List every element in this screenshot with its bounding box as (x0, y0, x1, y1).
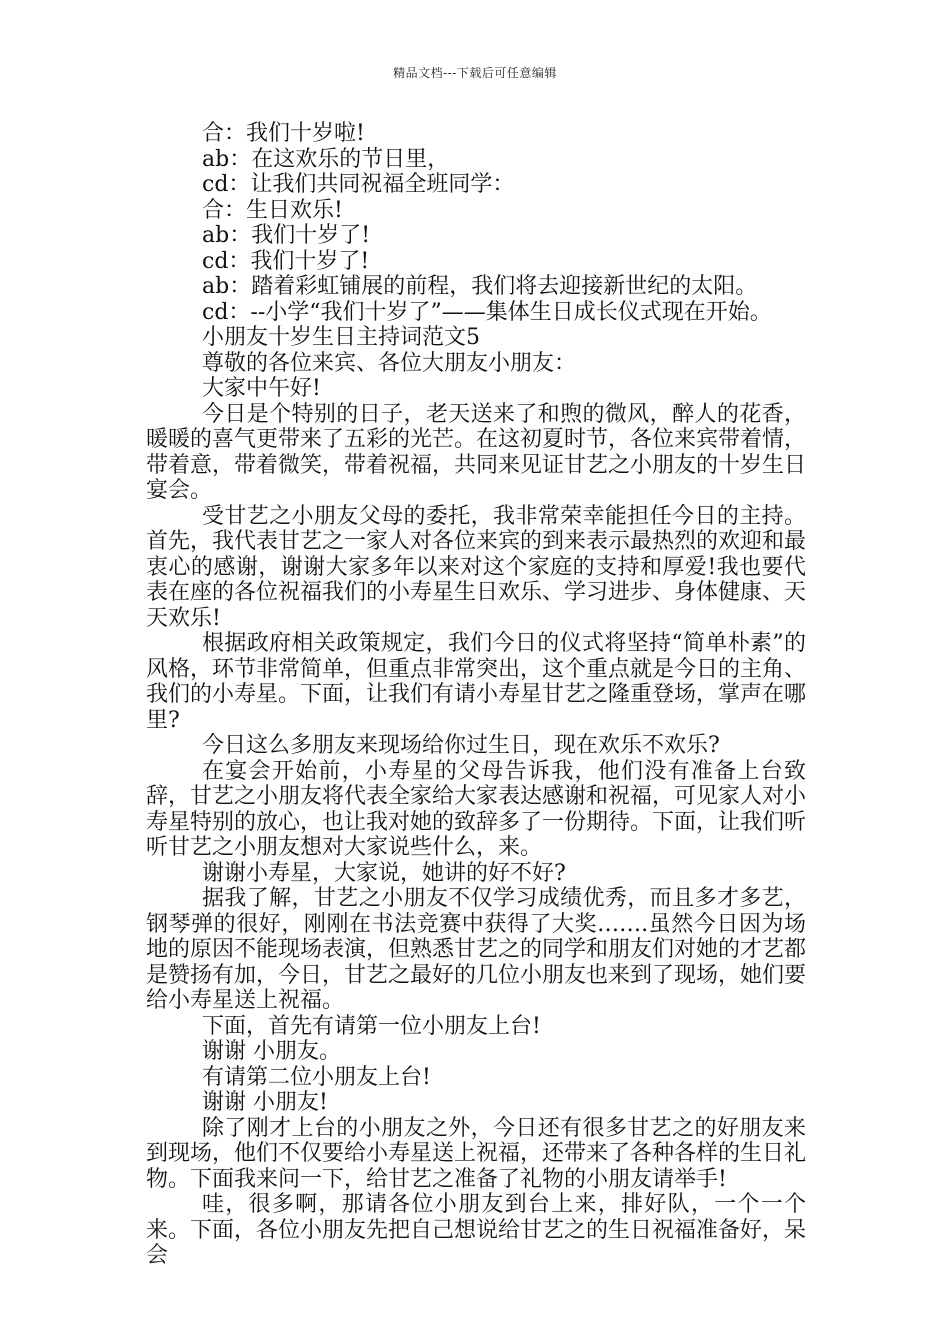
script-line: cd：我们十岁了! (202, 248, 370, 274)
paragraph: 谢谢 小朋友! (202, 1090, 328, 1115)
paragraph: 根据政府相关政策规定，我们今日的仪式将坚持“简单朴素”的风格，环节非常简单，但重点非常突出，这个重点就是今日的主角、我们的小寿星。下面，让我们有请小寿星甘艺之隆重登场，掌声在哪里? (146, 631, 807, 733)
paragraph: 据我了解，甘艺之小朋友不仅学习成绩优秀，而且多才多艺，钢琴弹的很好，刚刚在书法竞赛中获得了大奖…….虽然今日因为场地的原因不能现场表演，但熟悉甘艺之的同学和朋友们对她的才艺都是赞扬有加，今日，甘艺之最好的几位小朋友也来到了现场，她们要给小寿星送上祝福。 (146, 886, 807, 1013)
script-line: ab：踏着彩虹铺展的前程，我们将去迎接新世纪的太阳。 (202, 274, 758, 299)
salutation: 尊敬的各位来宾、各位大朋友小朋友： (202, 350, 577, 376)
paragraph: 今日是个特别的日子，老天送来了和煦的微风，醉人的花香，暖暖的喜气更带来了五彩的光芒。在这初夏时节，各位来宾带着情，带着意，带着微笑，带着祝福，共同来见证甘艺之小朋友的十岁生日宴会。 (146, 401, 807, 503)
paragraph: 除了刚才上台的小朋友之外，今日还有很多甘艺之的好朋友来到现场，他们不仅要给小寿星送上祝福，还带来了各种各样的生日礼物。下面我来问一下，给甘艺之准备了礼物的小朋友请举手! (146, 1115, 807, 1192)
script-line: 合：生日欢乐! (202, 197, 343, 223)
paragraph: 哇，很多啊，那请各位小朋友到台上来，排好队，一个一个来。下面，各位小朋友先把自己想说给甘艺之的生日祝福准备好，呆会 (146, 1192, 807, 1268)
paragraph: 下面，首先有请第一位小朋友上台! (202, 1013, 541, 1039)
paragraph: 谢谢小寿星，大家说，她讲的好不好? (202, 860, 566, 886)
script-line: ab：我们十岁了! (202, 223, 371, 248)
paragraph: 有请第二位小朋友上台! (202, 1064, 431, 1090)
paragraph: 在宴会开始前，小寿星的父母告诉我，他们没有准备上台致辞，甘艺之小朋友将代表全家给大家表达感谢和祝福，可见家人对小寿星特别的放心，也让我对她的致辞多了一份期待。下面，让我们听听甘艺之小朋友想对大家说些什么，来。 (146, 758, 807, 860)
script-line: 合：我们十岁啦! (202, 121, 365, 146)
greeting: 大家中午好! (202, 376, 321, 401)
paragraph: 受甘艺之小朋友父母的委托，我非常荣幸能担任今日的主持。首先，我代表甘艺之一家人对各位来宾的到来表示最热烈的欢迎和最衷心的感谢，谢谢大家多年以来对这个家庭的支持和厚爱!我也要代表在座的各位祝福我们的小寿星生日欢乐、学习进步、身体健康、天天欢乐! (146, 503, 807, 631)
script-line: ab：在这欢乐的节日里， (202, 146, 450, 172)
script-line: cd：让我们共同祝福全班同学： (202, 172, 515, 197)
paragraph: 今日这么多朋友来现场给你过生日，现在欢乐不欢乐? (202, 733, 720, 758)
document-body (146, 121, 806, 1269)
page-header: 精品文档---下载后可任意编辑 (393, 66, 557, 80)
script-line: cd：--小学“我们十岁了”——集体生日成长仪式现在开始。 (202, 299, 772, 325)
paragraph: 谢谢 小朋友。 (202, 1039, 341, 1064)
section-title: 小朋友十岁生日主持词范文5 (202, 325, 480, 350)
